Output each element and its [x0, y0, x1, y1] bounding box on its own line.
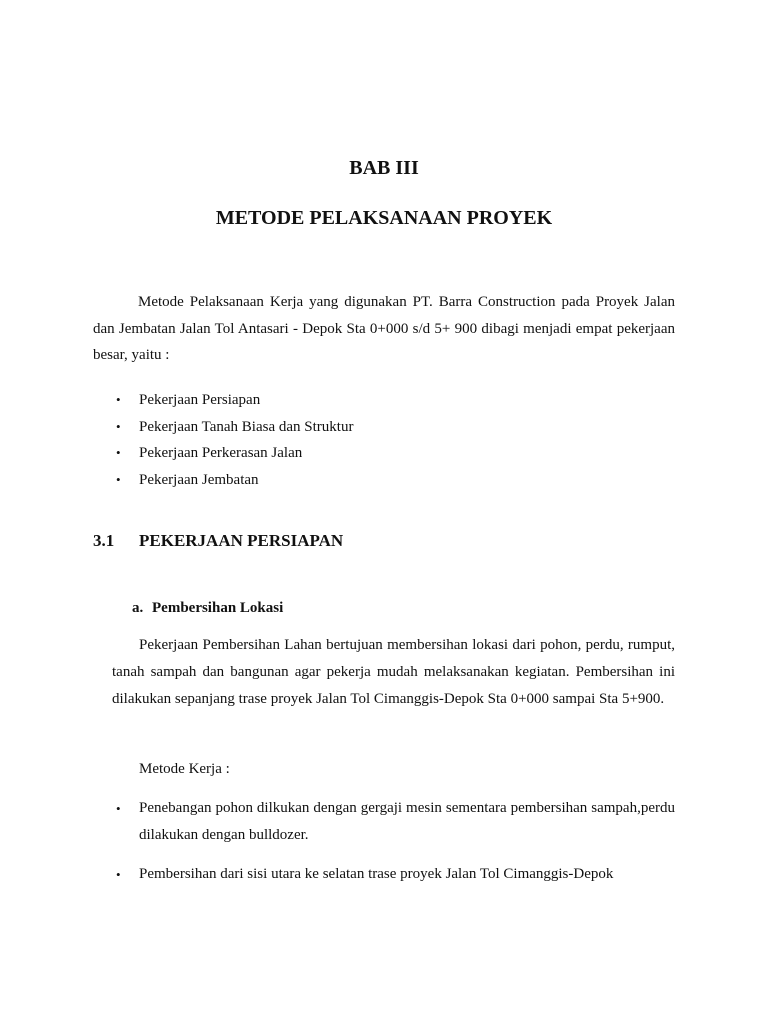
list-item-text: Pekerjaan Persiapan: [139, 392, 261, 408]
work-list: [116, 387, 353, 493]
list-item-text: Penebangan pohon dilkukan dengan gergaji mesin sementara pembersihan sampah,perdu dilakukan dengan bulldozer.: [139, 800, 675, 843]
subsection-heading: [132, 600, 283, 617]
list-item: [116, 387, 353, 414]
bullet-icon: •: [116, 445, 121, 460]
list-item: [116, 440, 353, 467]
bullet-icon: •: [116, 801, 121, 816]
intro-paragraph: Metode Pelaksanaan Kerja yang digunakan PT. Barra Construction pada Proyek Jalan dan Jembatan Jalan Tol Antasari - Depok Sta 0+000 s/d 5+ 900 dibagi menjadi empat pekerjaan besar, yaitu :: [93, 294, 675, 363]
subsection-title: Pembersihan Lokasi: [152, 600, 284, 616]
method-list: [116, 795, 675, 900]
chapter-number: BAB III: [349, 157, 419, 179]
clearing-paragraph: Pekerjaan Pembersihan Lahan bertujuan membersihan lokasi dari pohon, perdu, rumput, tanah sampah dan bangunan agar pekerja mudah melaksanakan kegiatan. Pembersihan ini dilakukan sepanjang trase proyek Jalan Tol Cimanggis-Depok Sta 0+000 sampai Sta 5+900.: [112, 637, 675, 707]
method-label: Metode Kerja :: [139, 761, 230, 777]
bullet-icon: •: [116, 471, 121, 487]
list-item-text: Pekerjaan Perkerasan Jalan: [139, 445, 303, 461]
section-heading: [93, 531, 343, 551]
list-item-text: Pembersihan dari sisi utara ke selatan trase proyek Jalan Tol Cimanggis-Depok: [139, 866, 614, 882]
section-title: PEKERJAAN PERSIAPAN: [139, 531, 344, 550]
bullet-icon: •: [116, 392, 121, 407]
list-item: [116, 414, 353, 441]
list-item: [116, 795, 675, 849]
section-number: 3.1: [93, 531, 115, 550]
list-item: [116, 861, 675, 888]
chapter-title: METODE PELAKSANAAN PROYEK: [215, 207, 553, 229]
list-item-text: Pekerjaan Jembatan: [139, 471, 259, 488]
subsection-number: a.: [132, 600, 144, 616]
bullet-icon: •: [116, 867, 121, 882]
list-item-text: Pekerjaan Tanah Biasa dan Struktur: [139, 418, 354, 435]
list-item: [116, 467, 353, 494]
bullet-icon: •: [116, 418, 121, 434]
